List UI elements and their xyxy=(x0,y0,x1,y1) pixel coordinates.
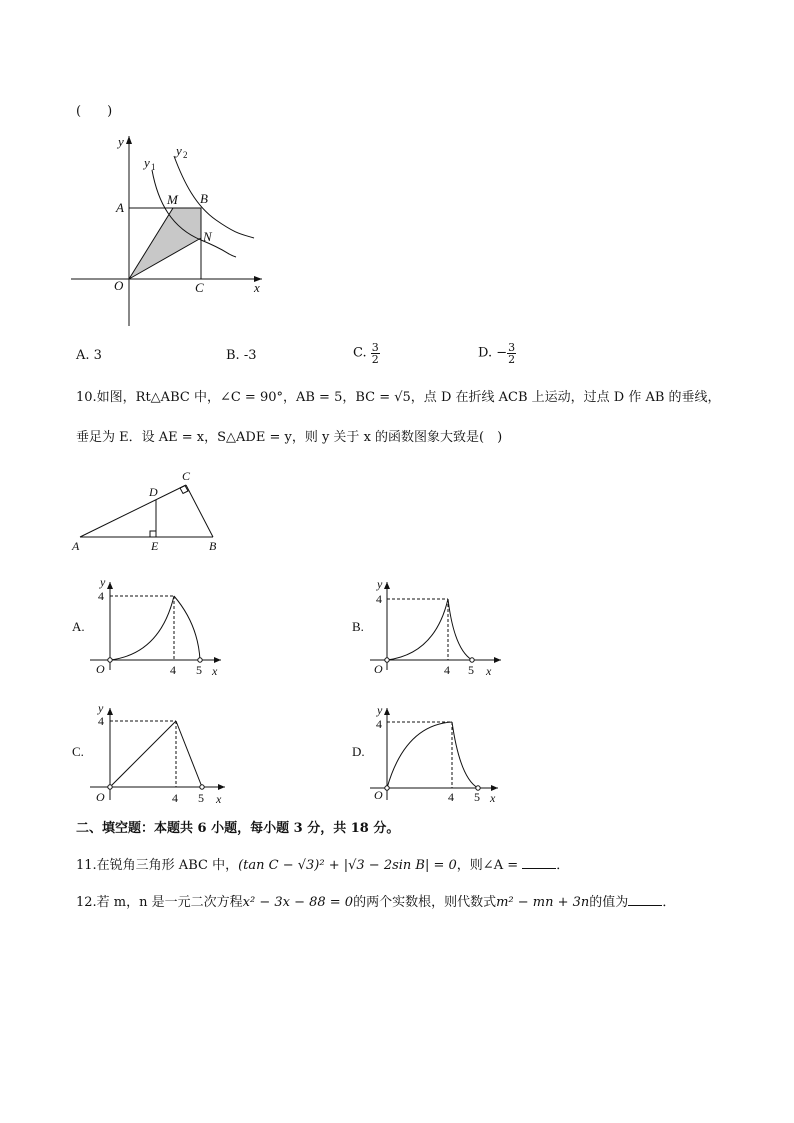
graph-d-label: D. xyxy=(352,744,365,759)
graph-c-label: C. xyxy=(72,744,84,759)
graph-d-origin: O xyxy=(374,788,383,802)
fig9-curve2-sub: 2 xyxy=(183,150,188,160)
fig9-point-a: A xyxy=(116,200,124,215)
q10-triangle-figure xyxy=(70,466,230,556)
graph-a-origin: O xyxy=(96,662,105,676)
q10-line1: 10.如图，Rt△ABC 中，∠C = 90°，AB = 5，BC = √5，点 D 在折线 ACB 上运动，过点 D 作 AB 的垂线， xyxy=(76,390,721,405)
tri-point-d: D xyxy=(149,485,158,499)
graph-c-xtick4: 4 xyxy=(172,791,178,805)
fig9-curve1-sub: 1 xyxy=(151,162,156,172)
graph-c-x: x xyxy=(216,792,222,806)
q9-figure xyxy=(66,128,266,333)
graph-b-x: x xyxy=(486,664,492,678)
fig9-point-m: M xyxy=(167,192,178,207)
q12: 12.若 m，n 是一元二次方程x² − 3x − 88 = 0的两个实数根，则代数式m² − mn + 3n的值为 ． xyxy=(76,895,676,910)
q9-option-c: C. $\frac{3}{2}$ xyxy=(353,341,379,366)
graph-c-xtick5: 5 xyxy=(198,791,204,805)
graph-b-y: y xyxy=(377,577,383,591)
graph-b-ytick: 4 xyxy=(376,592,382,606)
q9-option-d: D. − $\frac{3}{2}$ xyxy=(478,341,516,366)
graph-c-ytick: 4 xyxy=(98,714,104,728)
graph-d-x: x xyxy=(490,791,496,805)
graph-a-x: x xyxy=(212,664,218,678)
tri-point-b: B xyxy=(209,539,217,553)
q10-graph-b xyxy=(350,574,510,684)
fig9-point-n: N xyxy=(203,229,212,244)
graph-b-xtick5: 5 xyxy=(468,663,474,677)
fig9-y-label: y xyxy=(118,134,124,149)
tri-point-e: E xyxy=(151,539,159,553)
graph-d-ytick: 4 xyxy=(376,717,382,731)
graph-b-xtick4: 4 xyxy=(444,663,450,677)
q10-graph-a xyxy=(70,574,230,684)
q10-line2: 垂足为 E．设 AE = x，S△ADE = y，则 y 关于 x 的函数图象大致是( ) xyxy=(76,430,503,445)
q11-answer-blank[interactable] xyxy=(522,868,556,869)
graph-a-xtick4: 4 xyxy=(170,663,176,677)
tri-point-a: A xyxy=(72,539,80,553)
q9-option-a: A. 3 xyxy=(76,348,102,363)
q10-graph-c xyxy=(70,700,230,810)
section-heading-fill-in: 二、填空题：本题共 6 小题，每小题 3 分，共 18 分。 xyxy=(76,821,400,836)
graph-a-y: y xyxy=(100,575,106,589)
graph-d-xtick4: 4 xyxy=(448,790,454,804)
fig9-curve1: y xyxy=(144,155,150,170)
q12-answer-blank[interactable] xyxy=(628,905,662,906)
graph-d-xtick5: 5 xyxy=(474,790,480,804)
fig9-point-b: B xyxy=(200,191,208,206)
graph-b-origin: O xyxy=(374,662,383,676)
graph-c-origin: O xyxy=(96,790,105,804)
fig9-curve2: y xyxy=(176,143,182,158)
q9-option-b: B. -3 xyxy=(226,348,257,363)
graph-b-label: B. xyxy=(352,619,364,634)
graph-a-xtick5: 5 xyxy=(196,663,202,677)
answer-paren: ( ) xyxy=(76,104,113,119)
graph-a-ytick: 4 xyxy=(98,589,104,603)
fig9-x-label: x xyxy=(254,280,260,295)
q11: 11.在锐角三角形 ABC 中，(tan C − √3)² + |√3 − 2sin B| = 0，则∠A = ． xyxy=(76,858,570,873)
fig9-point-c: C xyxy=(195,280,204,295)
graph-a-label: A. xyxy=(72,619,85,634)
graph-d-y: y xyxy=(377,703,383,717)
q10-graph-d xyxy=(350,700,510,810)
graph-c-y: y xyxy=(98,701,104,715)
fig9-origin: O xyxy=(114,278,124,293)
tri-point-c: C xyxy=(182,469,191,483)
